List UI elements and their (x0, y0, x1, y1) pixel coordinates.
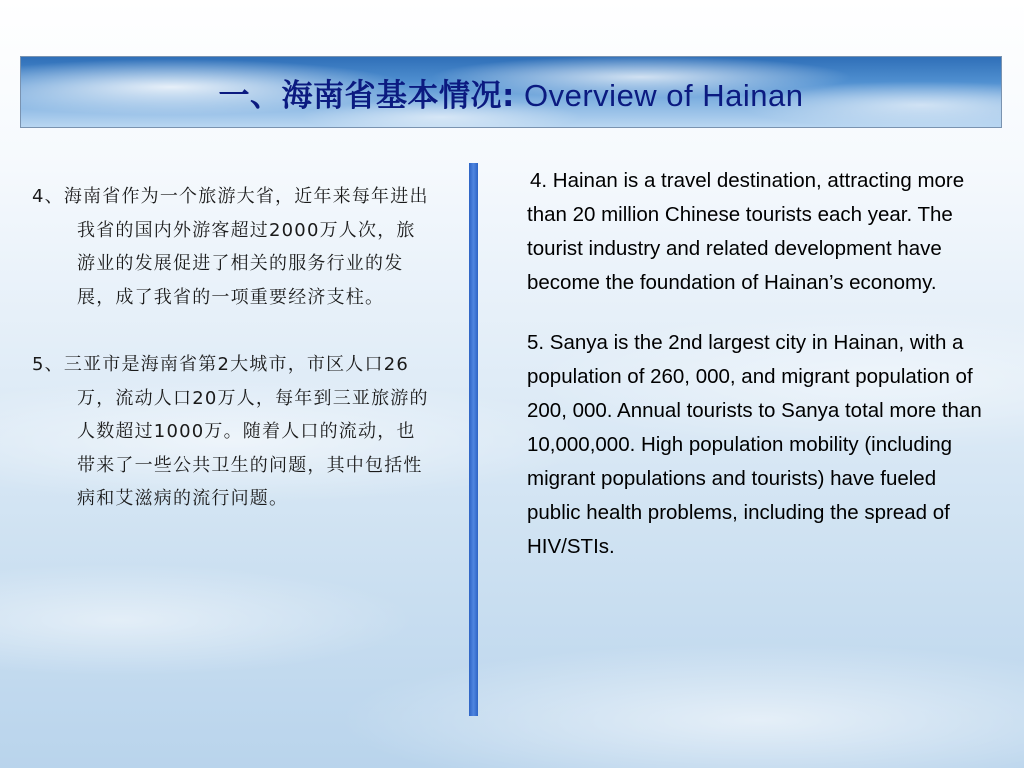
chinese-paragraph-4: 4、海南省作为一个旅游大省，近年来每年进出我省的国内外游客超过2000万人次，旅游业的发展促进了相关的服务行业的发展，成了我省的一项重要经济支柱。 (32, 186, 429, 308)
english-text-column (520, 164, 990, 590)
chinese-text-column (32, 180, 432, 550)
slide-title (218, 70, 803, 115)
english-paragraph-4: 4. Hainan is a travel destination, attracting more than 20 million Chinese tourists each year. The tourist industry and related development have become the foundation of Hainan’s economy. (527, 169, 965, 294)
english-paragraph-5: 5. Sanya is the 2nd largest city in Hainan, with a population of 260, 000, and migrant population of 200, 000. Annual tourists to Sanya total more than 10,000,000. High population mobility (including migrant populations and tourists) have fueled public health problems, including the spread of HIV/STIs. (527, 331, 982, 558)
slide-title-english: Overview of Hainan (514, 77, 804, 113)
chinese-paragraph-5: 5、三亚市是海南省第2大城市，市区人口26万，流动人口20万人，每年到三亚旅游的人数超过1000万。随着人口的流动，也带来了一些公共卫生的问题，其中包括性病和艾滋病的流行问题。 (32, 354, 429, 509)
title-banner (20, 56, 1002, 128)
vertical-divider (469, 163, 478, 716)
slide-title-chinese: 一、海南省基本情况: (218, 77, 515, 114)
